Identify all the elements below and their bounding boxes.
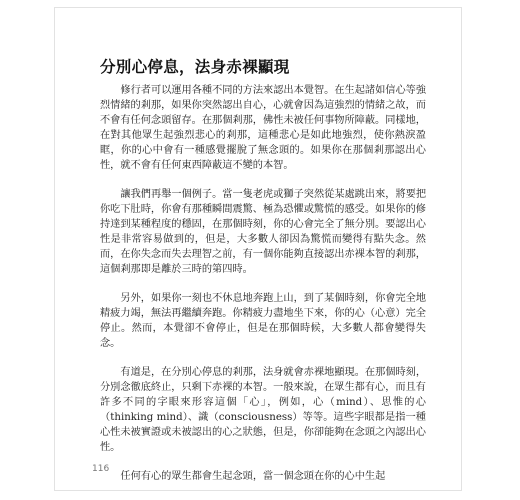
paragraph-3: 另外，如果你一刻也不休息地奔跑上山，到了某個時刻，你會完全地精疲力竭，無法再繼續奔跑。你精疲力盡地坐下來，你的心（心意）完全停止。然而，本覺卻不會停止，但是在那個時候，大多數人都會變得失念。 [100, 293, 427, 349]
paragraph-5: 任何有心的眾生都會生起念頭，當一個念頭在你的心中生起 [120, 471, 386, 482]
body-text [100, 83, 426, 498]
paragraph-2: 讓我們再舉一個例子。當一隻老虎或獅子突然從某處跳出來，將要把你吃下肚時，你會有那種瞬間震驚、極為恐懼或驚慌的感受。如果你的修持達到某種程度的穩固，在那個時刻，你的心會完全了無分別。要認出心性是非常容易做到的，但是，大多數人卻因為驚慌而變得有點失念。然而，在你失念而失去理智之前，有一個你能夠直接認出赤裸本智的剎那，這個剎那即是離於三時的第四時。 [100, 189, 427, 275]
paragraph-4: 有道是，在分別心停息的剎那，法身就會赤裸地顯現。在那個時刻，分別念徹底終止，只剩下赤裸的本智。一般來說，在眾生都有心，而且有許多不同的字眼來形容這個「心」，例如，心（mind）、思惟的心（thinking mind）、識（consciousness）等等。這些字眼都是指一種心性未被實證或未被認出的心之狀態，但是，你卻能夠在念頭之內認出心性。 [100, 367, 427, 453]
page-number: 116 [92, 464, 110, 474]
paragraph-1: 修行者可以運用各種不同的方法來認出本覺智。在生起諸如信心等強烈情緒的剎那，如果你突然認出自心，心就會因為這強烈的情緒之故，而不會有任何念頭留存。在那個剎那，佛性未被任何事物所障蔽。同樣地，在對其他眾生起強烈悲心的剎那，這種悲心是如此地強烈，使你熱淚盈眶，你的心中會有一種感覺擺脫了無念頭的。如果你在那個剎那認出心性，就不會有任何東西障蔽這不變的本智。 [100, 85, 427, 171]
section-title: 分別心停息，法身赤裸顯現 [100, 58, 290, 76]
